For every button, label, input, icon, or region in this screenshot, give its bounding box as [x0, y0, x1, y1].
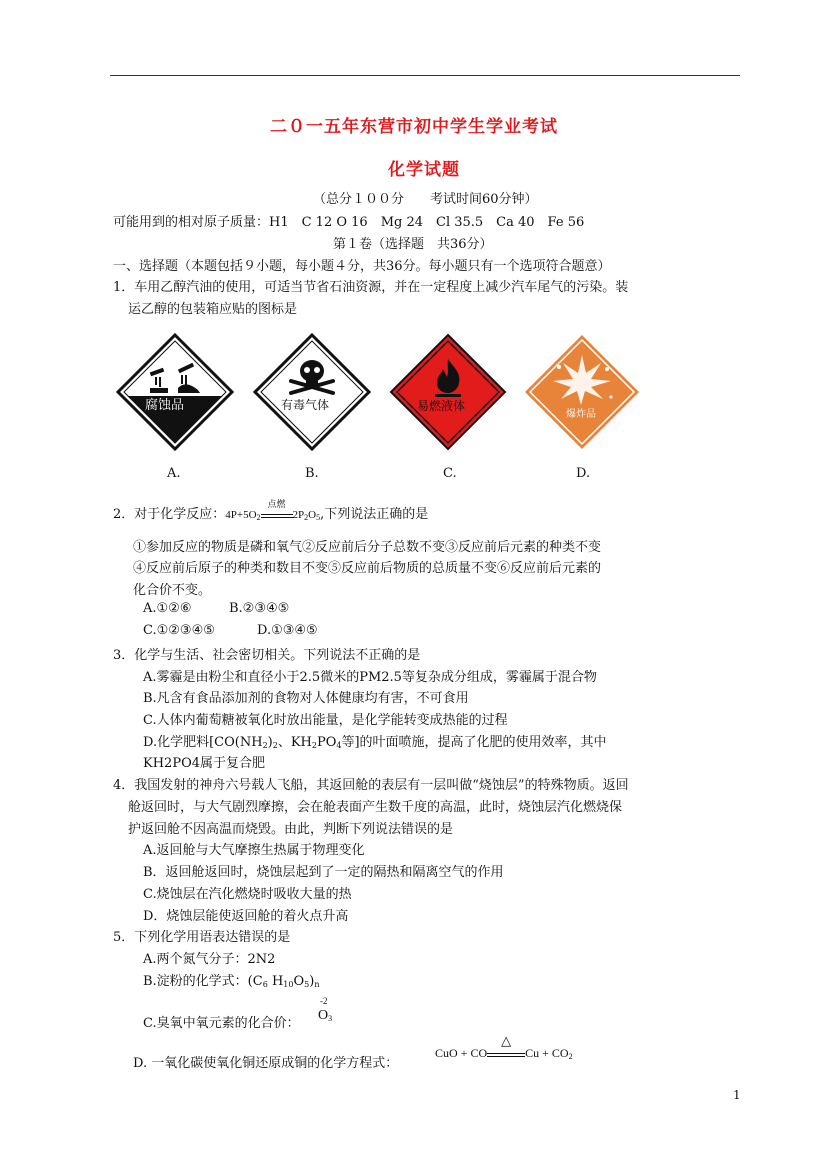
q3-option-a: A.雾霾是由粉尘和直径小于2.5微米的PM2.5等复杂成分组成，雾霾属于混合物 [143, 670, 597, 685]
q2-condition: 点燃 [267, 499, 286, 509]
skull-icon [253, 333, 371, 451]
q4-line3: 护返回舱不因高温而烧毁。由此，判断下列说法错误的是 [128, 822, 454, 837]
q1-line1: 1．车用乙醇汽油的使用，可适当节省石油资源，并在一定程度上减少汽车尾气的污染。装 [113, 280, 629, 295]
section-heading: 一、选择题（本题包括９小题，每小题４分，共36分。每小题只有一个选项符合题意） [113, 259, 611, 274]
q2-option-c: C.①②③④⑤ [143, 623, 215, 638]
volume-heading: 第１卷（选择题 共36分） [333, 237, 493, 252]
q5-stem: 5．下列化学用语表达错误的是 [113, 930, 291, 945]
q3-option-d-cont: KH2PO4属于复合肥 [143, 756, 265, 771]
q2-equation: $4P+5O_2$ 点燃 $2P_2O_5$ [225, 499, 321, 522]
q3-stem: 3．化学与生活、社会密切相关。下列说法不正确的是 [113, 648, 421, 663]
q4-option-b: B．返回舱返回时，烧蚀层起到了一定的隔热和隔离空气的作用 [143, 865, 504, 880]
q5-ozone-formula: $O_3$ [318, 1008, 333, 1023]
sign-c-label: 易燃液体 [417, 399, 466, 413]
flame-icon [389, 333, 507, 451]
option-d-caption: D. [576, 466, 591, 481]
page-number: 1 [733, 1088, 741, 1102]
q4-option-a: A.返回舱与大气摩擦生热属于物理变化 [143, 843, 365, 858]
atomic-mass-line: 可能用到的相对原子质量：H1 C 12 O 16 Mg 24 Cl 35.5 Ca 40 Fe 56 [113, 215, 585, 230]
q5-option-a: A.两个氮气分子：2N2 [143, 952, 276, 967]
q1-line2: 运乙醇的包装箱应贴的图标是 [128, 302, 298, 317]
q3-option-c: C.人体内葡萄糖被氧化时放出能量，是化学能转变成热能的过程 [143, 713, 508, 728]
q5-heat-condition: △ [501, 1033, 512, 1048]
exam-subtitle: 化学试题 [388, 160, 460, 180]
score-info: （总分１００分 考试时间60分钟） [313, 192, 538, 207]
option-a-caption: A. [167, 466, 181, 481]
q4-line2: 舱返回时，与大气剧烈摩擦，会在舱表面产生数千度的高温，此时，烧蚀层汽化燃烧保 [128, 800, 623, 815]
q2-statements-1: ①参加反应的物质是磷和氧气②反应前后分子总数不变③反应前后元素的种类不变 [133, 540, 602, 555]
q5-valence: -2 [320, 996, 328, 1006]
corrosive-icon [116, 333, 234, 451]
q4-option-d: D．烧蚀层能使返回舱的着火点升高 [143, 909, 349, 924]
q2-option-b: B.②③④⑤ [229, 601, 290, 616]
q2-prefix: 2．对于化学反应： [113, 507, 226, 522]
q2-statements-3: 化合价不变。 [133, 583, 212, 598]
sign-a-label: 腐蚀品 [145, 398, 185, 413]
exam-title: 二０一五年东营市初中学生学业考试 [270, 117, 558, 137]
sign-d-label: 爆炸品 [566, 409, 596, 420]
sign-b-label: 有毒气体 [281, 398, 330, 412]
q2-statements-2: ④反应前后原子的种类和数目不变⑤反应前后物质的总质量不变⑥反应前后元素的 [133, 561, 602, 576]
explosion-icon [523, 333, 641, 451]
q5-option-b: B.淀粉的化学式：($C_6$ $H_{10}O_5)_n$ [143, 974, 320, 989]
option-b-caption: B. [305, 466, 319, 481]
q2-suffix: ,下列说法正确的是 [320, 507, 429, 522]
q2-stem [113, 499, 429, 522]
q2-option-a: A.①②⑥ [143, 601, 192, 616]
option-c-caption: C. [443, 466, 457, 481]
q2-option-d: D.①③④⑤ [257, 623, 318, 638]
q4-line1: 4．我国发射的神舟六号载人飞船，其返回舱的表层有一层叫做“烧蚀层”的特殊物质。返回 [113, 778, 629, 793]
q4-option-c: C.烧蚀层在汽化燃烧时吸收大量的热 [143, 887, 352, 902]
q5-equation: CuO + CO △ $Cu + CO_2$ [435, 1033, 573, 1061]
q5-option-d: D. 一氧化碳使氧化铜还原成铜的化学方程式： [133, 1056, 399, 1071]
q5-option-c: C.臭氧中氧元素的化合价： [143, 1016, 300, 1031]
header-rule [110, 75, 740, 76]
q3-option-d: D.化学肥料[$CO(NH_2)_2$、$KH_2PO_4$等]的叶面喷施，提高了化肥的使用效率，其中 [143, 735, 607, 750]
q3-option-b: B.凡含有食品添加剂的食物对人体健康均有害，不可食用 [143, 691, 469, 706]
